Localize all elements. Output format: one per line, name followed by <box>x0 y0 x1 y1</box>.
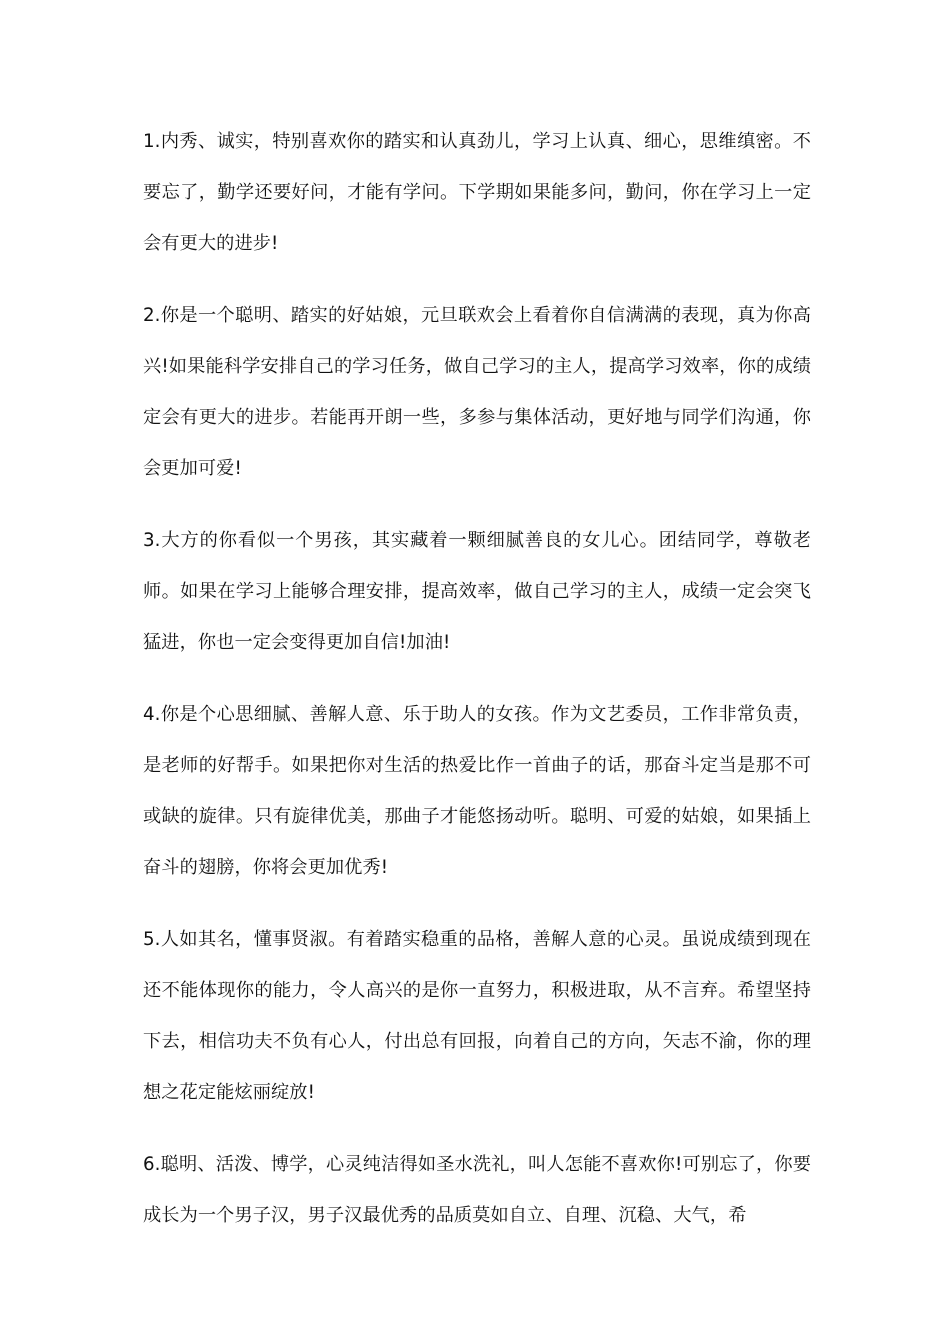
comment-paragraph-6: 6.聪明、活泼、博学，心灵纯洁得如圣水洗礼，叫人怎能不喜欢你!可别忘了，你要成长为一个男子汉，男子汉最优秀的品质莫如自立、自理、沉稳、大气，希 <box>143 1154 811 1226</box>
comment-paragraph-5: 5.人如其名，懂事贤淑。有着踏实稳重的品格，善解人意的心灵。虽说成绩到现在还不能体现你的能力，令人高兴的是你一直努力，积极进取，从不言弃。希望坚持下去，相信功夫不负有心人，付出总有回报，向着自己的方向，矢志不渝，你的理想之花定能炫丽绽放! <box>143 929 811 1103</box>
comment-paragraph-2: 2.你是一个聪明、踏实的好姑娘，元旦联欢会上看着你自信满满的表现，真为你高兴!如果能科学安排自己的学习任务，做自己学习的主人，提高学习效率，你的成绩定会有更大的进步。若能再开朗一些，多参与集体活动，更好地与同学们沟通，你会更加可爱! <box>143 305 811 479</box>
document-body <box>143 116 811 1262</box>
comment-paragraph-4: 4.你是个心思细腻、善解人意、乐于助人的女孩。作为文艺委员，工作非常负责，是老师的好帮手。如果把你对生活的热爱比作一首曲子的话，那奋斗定当是那不可或缺的旋律。只有旋律优美，那曲子才能悠扬动听。聪明、可爱的姑娘，如果插上奋斗的翅膀，你将会更加优秀! <box>143 704 811 878</box>
comment-paragraph-3: 3.大方的你看似一个男孩，其实藏着一颗细腻善良的女儿心。团结同学，尊敬老师。如果在学习上能够合理安排，提高效率，做自己学习的主人，成绩一定会突飞猛进，你也一定会变得更加自信!加油! <box>143 530 811 653</box>
comment-paragraph-1: 1.内秀、诚实，特别喜欢你的踏实和认真劲儿，学习上认真、细心，思维缜密。不要忘了，勤学还要好问，才能有学问。下学期如果能多问，勤问，你在学习上一定会有更大的进步! <box>143 131 811 254</box>
